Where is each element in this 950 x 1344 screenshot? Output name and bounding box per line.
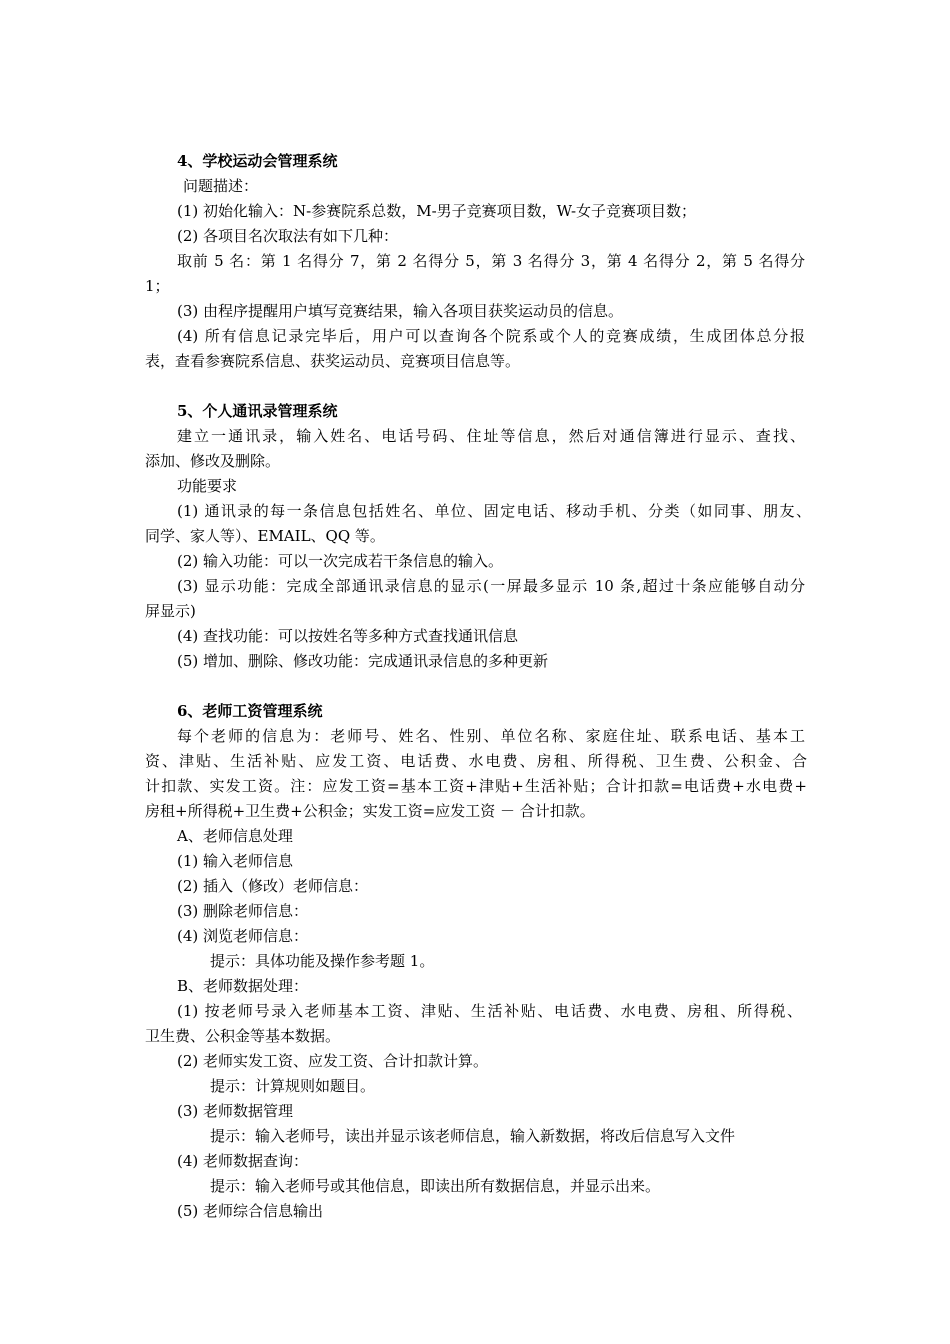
paragraph-line: (4) 查找功能：可以按姓名等多种方式查找通讯信息 bbox=[177, 627, 519, 645]
paragraph-line: 1； bbox=[145, 277, 170, 295]
paragraph-line: B、老师数据处理： bbox=[177, 977, 309, 995]
paragraph-line: (1) 输入老师信息 bbox=[177, 852, 294, 870]
paragraph-line: 建立一通讯录，输入姓名、电话号码、住址等信息，然后对通信簿进行显示、查找、 bbox=[177, 427, 805, 445]
paragraph-line: 资、津贴、生活补贴、应发工资、电话费、水电费、房租、所得税、卫生费、公积金、合 bbox=[145, 752, 807, 770]
paragraph-line: (5) 增加、删除、修改功能：完成通讯录信息的多种更新 bbox=[177, 652, 549, 670]
paragraph-line: (2) 输入功能：可以一次完成若干条信息的输入。 bbox=[177, 552, 504, 570]
paragraph-line: (3) 显示功能：完成全部通讯录信息的显示(一屏最多显示 10 条,超过十条应能够自动分 bbox=[177, 577, 805, 595]
paragraph-line: 每个老师的信息为：老师号、姓名、性别、单位名称、家庭住址、联系电话、基本工 bbox=[177, 727, 805, 745]
paragraph-line: 添加、修改及删除。 bbox=[145, 452, 281, 470]
paragraph-line: (4) 老师数据查询： bbox=[177, 1152, 309, 1170]
hint-line: 提示：输入老师号或其他信息，即读出所有数据信息，并显示出来。 bbox=[210, 1177, 661, 1195]
paragraph-line: (1) 通讯录的每一条信息包括姓名、单位、固定电话、移动手机、分类（如同事、朋友、 bbox=[177, 502, 811, 520]
paragraph-line: (3) 老师数据管理 bbox=[177, 1102, 294, 1120]
paragraph-line: (4) 所有信息记录完毕后，用户可以查询各个院系或个人的竞赛成绩，生成团体总分报 bbox=[177, 327, 805, 345]
hint-line: 提示：输入老师号，读出并显示该老师信息，输入新数据，将改后信息写入文件 bbox=[210, 1127, 736, 1145]
paragraph-line: (1) 初始化输入：N-参赛院系总数，M-男子竞赛项目数，W-女子竞赛项目数； bbox=[177, 202, 697, 220]
paragraph-line: 屏显示) bbox=[145, 602, 196, 620]
paragraph-line: 取前 5 名：第 1 名得分 7，第 2 名得分 5，第 3 名得分 3，第 4 名得分 2，第 5 名得分 bbox=[177, 252, 805, 270]
paragraph-line: A、老师信息处理 bbox=[177, 827, 293, 845]
section-heading-sports-meet: 4、学校运动会管理系统 bbox=[177, 152, 338, 170]
paragraph-line: 表，查看参赛院系信息、获奖运动员、竞赛项目信息等。 bbox=[145, 352, 521, 370]
paragraph-line: (1) 按老师号录入老师基本工资、津贴、生活补贴、电话费、水电费、房租、所得税、 bbox=[177, 1002, 802, 1020]
paragraph-line: (4) 浏览老师信息： bbox=[177, 927, 309, 945]
paragraph-line: 计扣款、实发工资。注：应发工资=基本工资+津贴+生活补贴；合计扣款=电话费+水电费+ bbox=[145, 777, 807, 795]
section-heading-teacher-salary: 6、老师工资管理系统 bbox=[177, 702, 323, 720]
paragraph-line: 问题描述： bbox=[183, 177, 259, 195]
paragraph-line: (2) 老师实发工资、应发工资、合计扣款计算。 bbox=[177, 1052, 489, 1070]
paragraph-line: (2) 插入（修改）老师信息： bbox=[177, 877, 369, 895]
paragraph-line: 同学、家人等）、EMAIL、QQ 等。 bbox=[145, 527, 385, 545]
paragraph-line: (5) 老师综合信息输出 bbox=[177, 1202, 324, 1220]
hint-line: 提示：具体功能及操作参考题 1。 bbox=[210, 952, 435, 970]
paragraph-line: (3) 由程序提醒用户填写竞赛结果，输入各项目获奖运动员的信息。 bbox=[177, 302, 624, 320]
paragraph-line: 房租+所得税+卫生费+公积金；实发工资=应发工资 － 合计扣款。 bbox=[145, 802, 595, 820]
section-heading-address-book: 5、个人通讯录管理系统 bbox=[177, 402, 338, 420]
paragraph-line: 功能要求 bbox=[177, 477, 238, 495]
hint-line: 提示：计算规则如题目。 bbox=[210, 1077, 376, 1095]
paragraph-line: (3) 删除老师信息： bbox=[177, 902, 309, 920]
paragraph-line: (2) 各项目名次取法有如下几种： bbox=[177, 227, 399, 245]
paragraph-line: 卫生费、公积金等基本数据。 bbox=[145, 1027, 341, 1045]
